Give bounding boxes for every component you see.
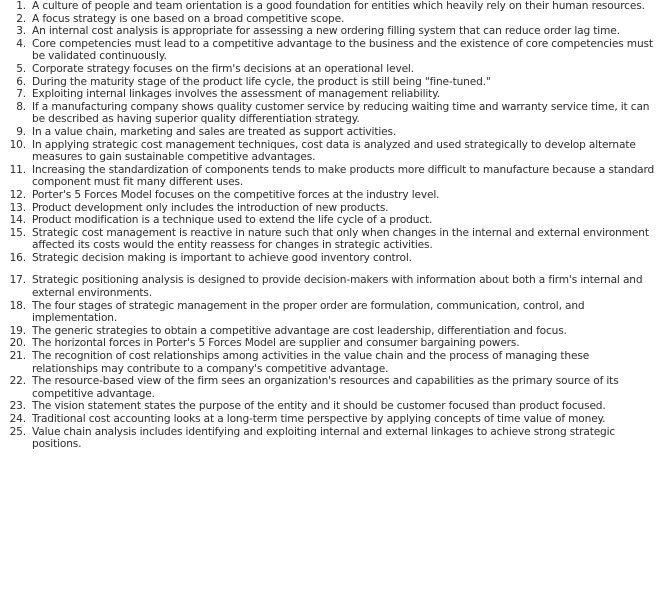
item-number: 7. <box>16 88 26 101</box>
item-number: 5. <box>16 62 26 75</box>
item-number: 14. <box>9 214 26 227</box>
statement-list-part2 <box>4 274 657 450</box>
item-text: A culture of people and team orientation is a good foundation for entities which heavily rely on their human resources. <box>32 0 645 12</box>
list-item <box>4 63 657 76</box>
list-item <box>4 202 657 215</box>
list-item <box>4 139 657 164</box>
item-number: 8. <box>16 100 26 113</box>
list-item <box>4 189 657 202</box>
section-gap <box>4 264 657 274</box>
item-text: During the maturity stage of the product life cycle, the product is still being "fine-tuned." <box>32 75 491 88</box>
item-text: Value chain analysis includes identifying and exploiting internal and external linkages to achieve strong strategic positions. <box>32 425 616 451</box>
list-item <box>4 214 657 227</box>
list-item <box>4 426 657 451</box>
list-item <box>4 400 657 413</box>
item-text: Traditional cost accounting looks at a long-term time perspective by applying concepts of time value of money. <box>32 413 606 425</box>
item-number: 13. <box>9 201 26 214</box>
item-number: 22. <box>9 375 26 388</box>
item-number: 9. <box>16 125 26 138</box>
item-number: 3. <box>16 25 26 38</box>
list-item <box>4 88 657 101</box>
item-number: 23. <box>9 400 26 413</box>
item-number: 25. <box>9 425 26 438</box>
list-item <box>4 252 657 265</box>
item-number: 10. <box>9 138 26 151</box>
item-text: Increasing the standardization of components tends to make products more difficult to manufacture because a standard component must fit many different uses. <box>32 163 655 189</box>
list-item <box>4 25 657 38</box>
list-item <box>4 126 657 139</box>
list-item <box>4 325 657 338</box>
item-number: 24. <box>9 413 26 425</box>
item-text: Porter's 5 Forces Model focuses on the competitive forces at the industry level. <box>32 188 440 201</box>
item-number: 12. <box>9 188 26 201</box>
list-item <box>4 101 657 126</box>
list-item <box>4 227 657 252</box>
list-item <box>4 13 657 26</box>
item-text: In applying strategic cost management techniques, cost data is analyzed and used strategically to develop alternate measures to gain sustainable competitive advantages. <box>32 138 636 164</box>
item-text: The horizontal forces in Porter's 5 Forces Model are supplier and consumer bargaining powers. <box>32 337 520 350</box>
item-text: Exploiting internal linkages involves the assessment of management reliability. <box>32 88 440 101</box>
item-number: 19. <box>9 324 26 337</box>
item-text: The generic strategies to obtain a competitive advantage are cost leadership, differentiation and focus. <box>32 324 567 337</box>
list-item <box>4 76 657 89</box>
item-text: Strategic positioning analysis is designed to provide decision-makers with information about both a firm's internal and external environments. <box>32 274 643 300</box>
item-number: 17. <box>9 274 26 287</box>
item-text: A focus strategy is one based on a broad competitive scope. <box>32 12 345 25</box>
list-item <box>4 164 657 189</box>
list-item <box>4 350 657 375</box>
item-text: The four stages of strategic management in the proper order are formulation, communication, control, and implementation. <box>32 299 585 325</box>
list-item <box>4 38 657 63</box>
item-text: In a value chain, marketing and sales are treated as support activities. <box>32 125 397 138</box>
item-number: 6. <box>16 75 26 88</box>
item-text: Strategic cost management is reactive in nature such that only when changes in the internal and external environment affected its costs would the entity reassess for changes in strategic activities. <box>32 226 649 252</box>
item-number: 2. <box>16 12 26 25</box>
item-number: 11. <box>9 163 26 176</box>
item-text: The vision statement states the purpose of the entity and it should be customer focused than product focused. <box>32 400 606 413</box>
item-text: Corporate strategy focuses on the firm's decisions at an operational level. <box>32 62 414 75</box>
item-number: 21. <box>9 350 26 363</box>
list-item <box>4 274 657 299</box>
item-number: 4. <box>16 37 26 50</box>
item-number: 16. <box>9 251 26 264</box>
item-text: Strategic decision making is important to achieve good inventory control. <box>32 251 412 264</box>
item-text: Product development only includes the introduction of new products. <box>32 201 389 214</box>
item-text: The resource-based view of the firm sees an organization's resources and capabilities as the primary source of its competitive advantage. <box>32 375 619 400</box>
item-number: 18. <box>9 299 26 312</box>
item-number: 20. <box>9 337 26 350</box>
item-text: An internal cost analysis is appropriate for assessing a new ordering filling system that can reduce order lag time. <box>32 25 620 38</box>
item-number: 15. <box>9 226 26 239</box>
list-item <box>4 413 657 426</box>
list-item <box>4 375 657 400</box>
list-item <box>4 337 657 350</box>
item-number: 1. <box>16 0 26 12</box>
list-item <box>4 0 657 13</box>
list-item <box>4 300 657 325</box>
item-text: The recognition of cost relationships among activities in the value chain and the process of managing these relationships may contribute to a company's competitive advantage. <box>32 350 590 375</box>
item-text: If a manufacturing company shows quality customer service by reducing waiting time and warranty service time, it can be described as having superior quality differentiation strategy. <box>32 100 650 126</box>
item-text: Product modification is a technique used to extend the life cycle of a product. <box>32 214 433 227</box>
statement-list-part1 <box>4 0 657 264</box>
item-text: Core competencies must lead to a competitive advantage to the business and the existence of core competencies must be validated continuously. <box>32 37 653 63</box>
